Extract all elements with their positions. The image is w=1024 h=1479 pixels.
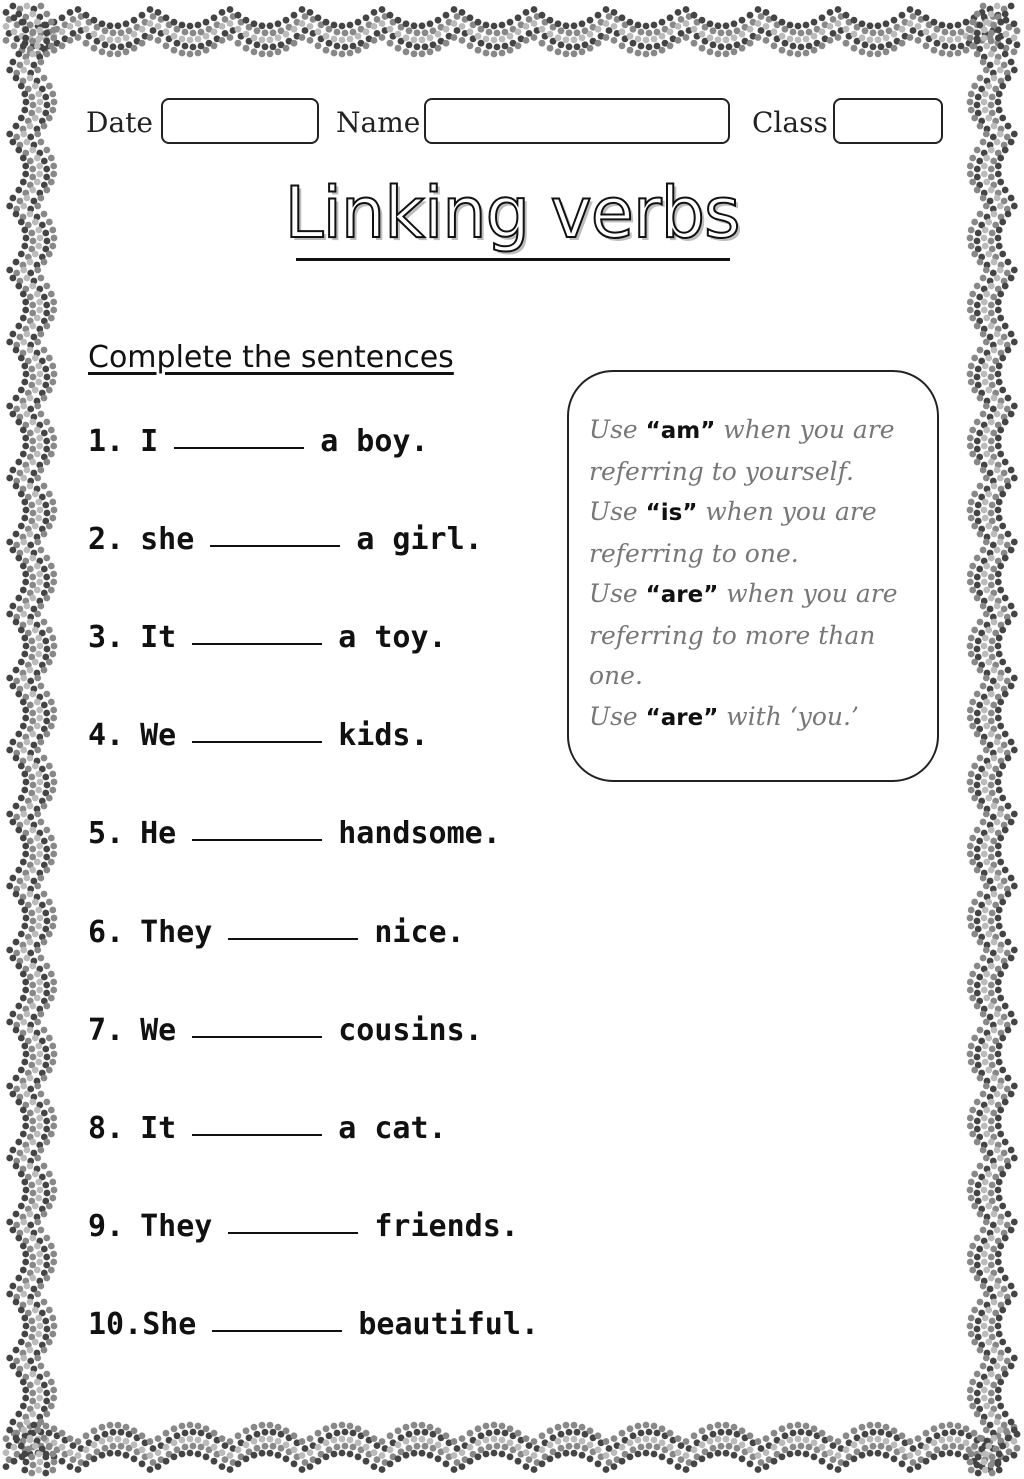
question-ending: kids. (338, 718, 429, 753)
rules-box (567, 370, 939, 782)
answer-blank[interactable] (192, 641, 322, 645)
question-item (88, 522, 483, 562)
date-label: Date (86, 106, 153, 139)
answer-blank[interactable] (212, 1328, 342, 1332)
question-number: 7. (88, 1013, 125, 1048)
question-item (88, 915, 465, 955)
answer-blank[interactable] (192, 1034, 322, 1038)
question-subject: It (140, 620, 177, 655)
class-label: Class (752, 106, 828, 139)
question-number: 3. (88, 620, 125, 655)
question-item (88, 620, 447, 660)
page-title: Linking verbs (284, 172, 740, 254)
question-number: 10. (88, 1307, 143, 1342)
question-ending: a girl. (356, 522, 483, 557)
rule-keyword: “is” (645, 500, 698, 526)
question-ending: friends. (374, 1209, 519, 1244)
rule-is (589, 492, 919, 574)
title-underline (296, 258, 730, 261)
question-subject: I (140, 424, 159, 459)
rule-keyword: “are” (645, 704, 719, 731)
question-number: 9. (88, 1209, 125, 1244)
answer-blank[interactable] (228, 1230, 358, 1234)
rule-keyword: “are” (645, 582, 719, 608)
answer-blank[interactable] (228, 936, 358, 940)
question-item (88, 1013, 483, 1053)
name-field[interactable] (424, 98, 730, 144)
rule-am (589, 410, 919, 492)
question-ending: handsome. (338, 816, 501, 851)
question-item (88, 1307, 539, 1347)
question-ending: a toy. (338, 620, 447, 655)
question-ending: a cat. (338, 1111, 447, 1146)
question-item (88, 424, 429, 464)
instructions-heading: Complete the sentences (88, 340, 454, 375)
name-label: Name (336, 106, 421, 139)
question-number: 8. (88, 1111, 125, 1146)
question-ending: beautiful. (358, 1307, 539, 1342)
question-number: 5. (88, 816, 125, 851)
question-number: 2. (88, 522, 125, 557)
question-ending: a boy. (320, 424, 429, 459)
rule-text: Use (589, 415, 646, 444)
date-field[interactable] (161, 98, 319, 144)
answer-blank[interactable] (192, 837, 322, 841)
rule-are-plural (589, 574, 919, 697)
answer-blank[interactable] (210, 543, 340, 547)
question-subject: It (140, 1111, 177, 1146)
question-subject: They (140, 915, 213, 950)
rule-are-you (589, 697, 919, 739)
question-ending: nice. (374, 915, 465, 950)
question-item (88, 816, 501, 856)
rule-text: with ‘you.’ (718, 701, 859, 731)
question-subject: We (140, 718, 177, 753)
answer-blank[interactable] (174, 445, 304, 449)
class-field[interactable] (833, 98, 943, 144)
rule-keyword: “am” (645, 418, 716, 444)
question-item (88, 1111, 447, 1151)
question-subject: she (140, 522, 195, 557)
question-number: 6. (88, 915, 125, 950)
rule-text: Use (589, 497, 646, 526)
answer-blank[interactable] (192, 1132, 322, 1136)
rule-text: Use (589, 579, 646, 608)
rule-text: when you are referring to one. (589, 497, 877, 568)
question-subject: She (142, 1307, 197, 1342)
question-subject: They (140, 1209, 213, 1244)
question-item (88, 718, 429, 758)
answer-blank[interactable] (192, 739, 322, 743)
question-subject: He (140, 816, 177, 851)
question-ending: cousins. (338, 1013, 483, 1048)
rule-text: when you are referring to yourself. (589, 415, 895, 486)
rule-text: when you are referring to more than one. (589, 579, 898, 690)
question-number: 4. (88, 718, 125, 753)
question-number: 1. (88, 424, 125, 459)
rule-text: Use (589, 701, 646, 731)
question-subject: We (140, 1013, 177, 1048)
question-item (88, 1209, 519, 1249)
